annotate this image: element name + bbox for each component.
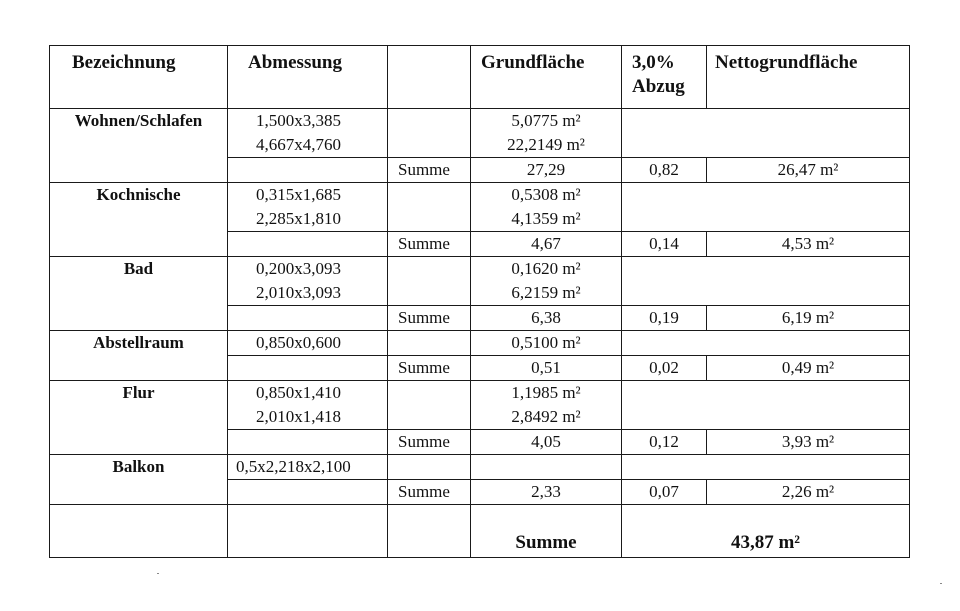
- areas-cell: [471, 381, 622, 430]
- empty-cell: [471, 455, 622, 480]
- room-name-kochnische: Kochnische: [50, 183, 228, 232]
- sum-value: 4,05: [471, 430, 622, 455]
- dimensions-cell: [228, 331, 388, 356]
- dimensions-cell: [228, 455, 388, 480]
- sum-row: [50, 306, 910, 331]
- areas-cell: [471, 109, 622, 158]
- area-calculation-table: [49, 45, 910, 558]
- area-value: 0,5100 m²: [511, 333, 581, 352]
- empty-cell: [228, 505, 388, 558]
- area-value: 0,1620 m²: [511, 259, 581, 278]
- empty-cell: [50, 505, 228, 558]
- room-spacer: [50, 480, 228, 505]
- sum-label: Summe: [388, 306, 471, 331]
- dimension-value: 2,010x1,418: [256, 407, 341, 426]
- empty-cell: [228, 306, 388, 331]
- abzug-value: 0,19: [622, 306, 707, 331]
- dimension-value: 0,315x1,685: [256, 185, 341, 204]
- empty-cell: [388, 505, 471, 558]
- netto-value: 0,49 m²: [707, 356, 910, 381]
- area-value: 2,8492 m²: [511, 407, 581, 426]
- sum-value: 4,67: [471, 232, 622, 257]
- empty-cell: [388, 183, 471, 232]
- abzug-value: 0,12: [622, 430, 707, 455]
- room-name-flur: Flur: [50, 381, 228, 430]
- dimensions-cell: [228, 109, 388, 158]
- sum-value: 2,33: [471, 480, 622, 505]
- abzug-value: 0,07: [622, 480, 707, 505]
- dimension-value: 0,850x1,410: [256, 383, 341, 402]
- sum-label: Summe: [388, 356, 471, 381]
- room-name-balkon: Balkon: [50, 455, 228, 480]
- empty-cell: [228, 356, 388, 381]
- sum-row: [50, 480, 910, 505]
- header-abzug-percent: 3,0%: [632, 52, 675, 73]
- sum-value: 27,29: [471, 158, 622, 183]
- areas-cell: [471, 257, 622, 306]
- total-value: 43,87 m²: [622, 505, 910, 558]
- scan-speck: [940, 583, 942, 584]
- netto-value: 6,19 m²: [707, 306, 910, 331]
- table-row: [50, 381, 910, 430]
- empty-cell: [228, 430, 388, 455]
- sum-value: 6,38: [471, 306, 622, 331]
- netto-value: 2,26 m²: [707, 480, 910, 505]
- sum-row: [50, 430, 910, 455]
- room-spacer: [50, 158, 228, 183]
- dimensions-cell: [228, 257, 388, 306]
- area-value: 22,2149 m²: [507, 135, 585, 154]
- dimension-value: 0,200x3,093: [256, 259, 341, 278]
- empty-cell: [388, 109, 471, 158]
- room-name-bad: Bad: [50, 257, 228, 306]
- header-row: [50, 46, 910, 109]
- netto-value: 3,93 m²: [707, 430, 910, 455]
- sum-value: 0,51: [471, 356, 622, 381]
- dimensions-cell: [228, 381, 388, 430]
- dimension-value: 2,285x1,810: [256, 209, 341, 228]
- empty-cell: [622, 183, 910, 232]
- empty-cell: [622, 257, 910, 306]
- header-nettogrundflaeche: Nettogrundfläche: [707, 46, 910, 109]
- header-abmessung: Abmessung: [228, 46, 388, 109]
- areas-cell: [471, 331, 622, 356]
- room-spacer: [50, 232, 228, 257]
- table-row: [50, 331, 910, 356]
- area-value: 4,1359 m²: [511, 209, 581, 228]
- scan-speck: [157, 573, 159, 574]
- empty-cell: [228, 158, 388, 183]
- empty-cell: [622, 109, 910, 158]
- netto-value: 26,47 m²: [707, 158, 910, 183]
- empty-cell: [228, 232, 388, 257]
- sum-row: [50, 356, 910, 381]
- table-row: [50, 455, 910, 480]
- dimension-value: 1,500x3,385: [256, 111, 341, 130]
- sum-row: [50, 158, 910, 183]
- room-spacer: [50, 306, 228, 331]
- table-row: [50, 183, 910, 232]
- empty-cell: [388, 455, 471, 480]
- table-row: [50, 109, 910, 158]
- dimension-value: 4,667x4,760: [256, 135, 341, 154]
- areas-cell: [471, 183, 622, 232]
- dimension-value: 2,010x3,093: [256, 283, 341, 302]
- room-name-abstellraum: Abstellraum: [50, 331, 228, 356]
- dimensions-cell: [228, 183, 388, 232]
- abzug-value: 0,02: [622, 356, 707, 381]
- room-spacer: [50, 356, 228, 381]
- total-label: Summe: [471, 505, 622, 558]
- empty-cell: [388, 331, 471, 356]
- total-row: [50, 505, 910, 558]
- header-bezeichnung: Bezeichnung: [50, 46, 228, 109]
- empty-cell: [388, 381, 471, 430]
- area-value: 5,0775 m²: [511, 111, 581, 130]
- empty-cell: [388, 257, 471, 306]
- sum-label: Summe: [388, 158, 471, 183]
- abzug-value: 0,14: [622, 232, 707, 257]
- header-abzug: [622, 46, 707, 109]
- header-abzug-label: Abzug: [632, 76, 685, 97]
- sum-row: [50, 232, 910, 257]
- empty-cell: [228, 480, 388, 505]
- sum-label: Summe: [388, 430, 471, 455]
- area-value: 6,2159 m²: [511, 283, 581, 302]
- area-value: 0,5308 m²: [511, 185, 581, 204]
- sum-label: Summe: [388, 232, 471, 257]
- area-value: 1,1985 m²: [511, 383, 581, 402]
- empty-cell: [622, 381, 910, 430]
- abzug-value: 0,82: [622, 158, 707, 183]
- dimension-value: 0,850x0,600: [256, 333, 341, 352]
- empty-cell: [622, 455, 910, 480]
- header-empty: [388, 46, 471, 109]
- table-row: [50, 257, 910, 306]
- room-spacer: [50, 430, 228, 455]
- room-name-wohnen: Wohnen/Schlafen: [50, 109, 228, 158]
- empty-cell: [622, 331, 910, 356]
- sum-label: Summe: [388, 480, 471, 505]
- netto-value: 4,53 m²: [707, 232, 910, 257]
- dimension-value: 0,5x2,218x2,100: [236, 457, 351, 476]
- header-grundflaeche: Grundfläche: [471, 46, 622, 109]
